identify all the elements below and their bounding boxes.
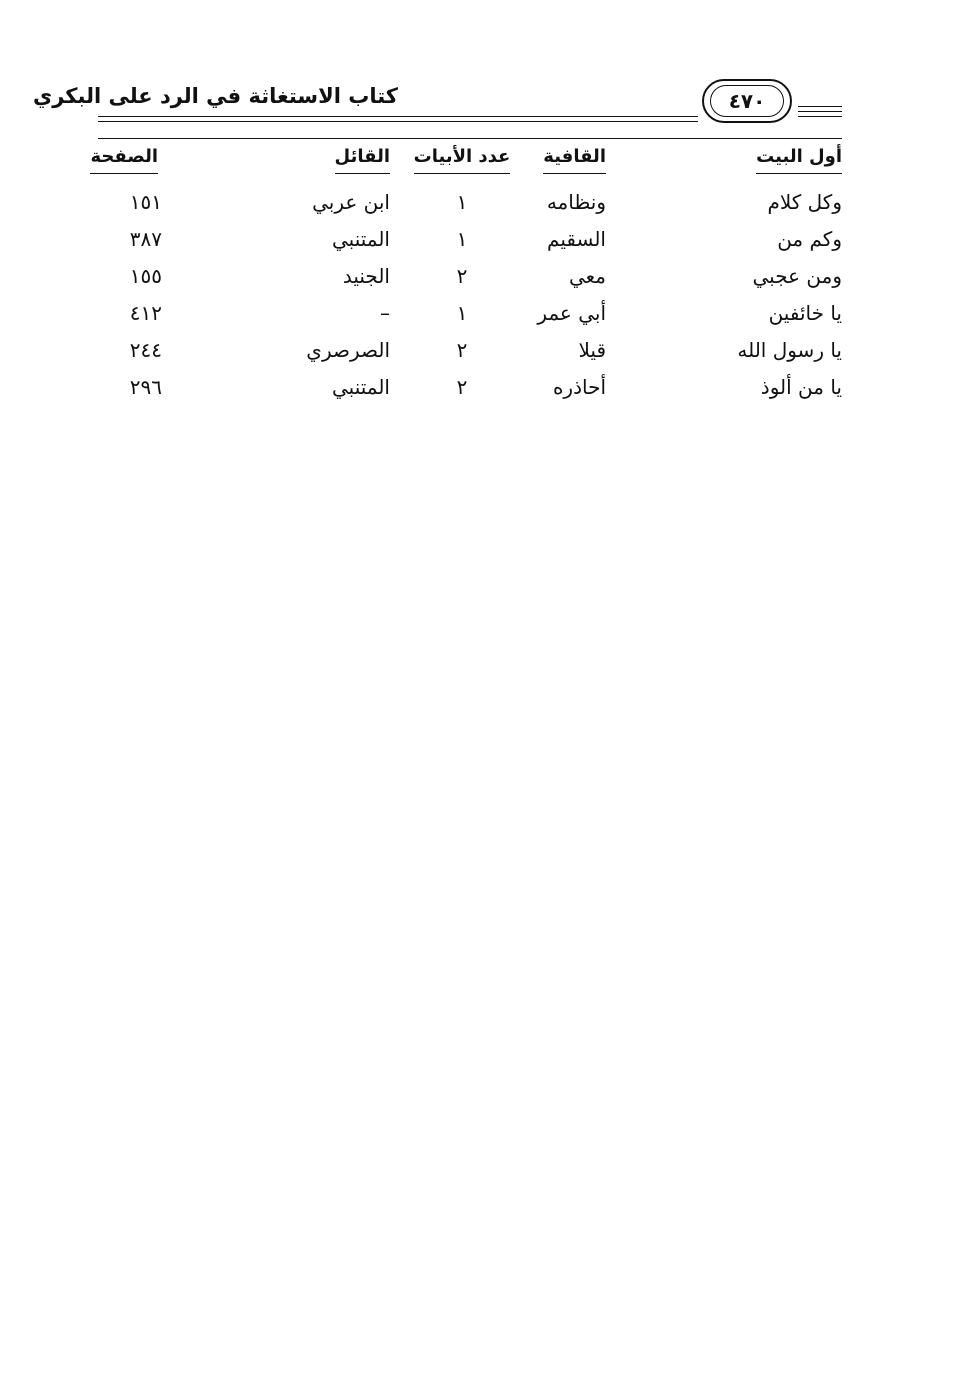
- badge-rule-3: [798, 116, 842, 117]
- first-verse-cell: ومن عجبي: [752, 264, 842, 288]
- page-cell: ٤١٢: [129, 301, 162, 325]
- verse-count-cell: ٢: [456, 264, 468, 288]
- running-title: كتاب الاستغاثة في الرد على البكري: [32, 84, 398, 108]
- header-page: الصفحة: [94, 146, 158, 174]
- page-cell: ٢٩٦: [129, 375, 162, 399]
- rhyme-cell: أحاذره: [552, 375, 606, 399]
- header-rule-middle: [98, 121, 698, 122]
- table-row: [98, 264, 842, 301]
- poet-cell: –: [380, 301, 390, 325]
- rhyme-cell: ونظامه: [546, 190, 606, 214]
- page-cell: ١٥٥: [129, 264, 162, 288]
- header-first-verse: أول البيت: [642, 146, 842, 174]
- first-verse-cell: يا رسول الله: [737, 338, 842, 362]
- table-row: [98, 227, 842, 264]
- first-verse-cell: وكل كلام: [767, 190, 842, 214]
- table-row: [98, 301, 842, 338]
- header-verse-count: عدد الأبيات: [412, 146, 512, 174]
- verse-count-cell: ٢: [456, 375, 468, 399]
- badge-rule-2: [798, 111, 842, 112]
- rhyme-cell: قيلا: [578, 338, 606, 362]
- table-row: [98, 375, 842, 412]
- verse-count-cell: ١: [456, 227, 468, 251]
- poet-cell: ابن عربي: [312, 190, 390, 214]
- table-row: [98, 190, 842, 227]
- poetry-index-table: [90, 144, 842, 412]
- verse-count-cell: ٢: [456, 338, 468, 362]
- page-cell: ٢٤٤: [129, 338, 162, 362]
- page-cell: ٣٨٧: [129, 227, 162, 251]
- page-number: ٤٧٠: [710, 85, 784, 117]
- rhyme-cell: السقيم: [547, 227, 606, 251]
- table-header-row: [90, 144, 842, 190]
- first-verse-cell: وكم من: [777, 227, 842, 251]
- page-header: [32, 78, 842, 144]
- page-cell: ١٥١: [129, 190, 162, 214]
- poet-cell: المتنبي: [332, 227, 390, 251]
- header-rule-top: [98, 116, 698, 117]
- header-rhyme: القافية: [486, 146, 606, 174]
- first-verse-cell: يا من ألوذ: [760, 375, 842, 399]
- header-poet: القائل: [240, 146, 390, 174]
- poet-cell: الصرصري: [306, 338, 390, 362]
- verse-count-cell: ١: [456, 301, 468, 325]
- rhyme-cell: أبي عمر: [537, 301, 606, 325]
- poet-cell: الجنيد: [342, 264, 390, 288]
- page-number-badge: [702, 79, 792, 123]
- verse-count-cell: ١: [456, 190, 468, 214]
- header-rule-bottom: [98, 138, 842, 139]
- rhyme-cell: معي: [568, 264, 606, 288]
- badge-rule-1: [798, 106, 842, 107]
- table-row: [98, 338, 842, 375]
- first-verse-cell: يا خائفين: [768, 301, 842, 325]
- poet-cell: المتنبي: [332, 375, 390, 399]
